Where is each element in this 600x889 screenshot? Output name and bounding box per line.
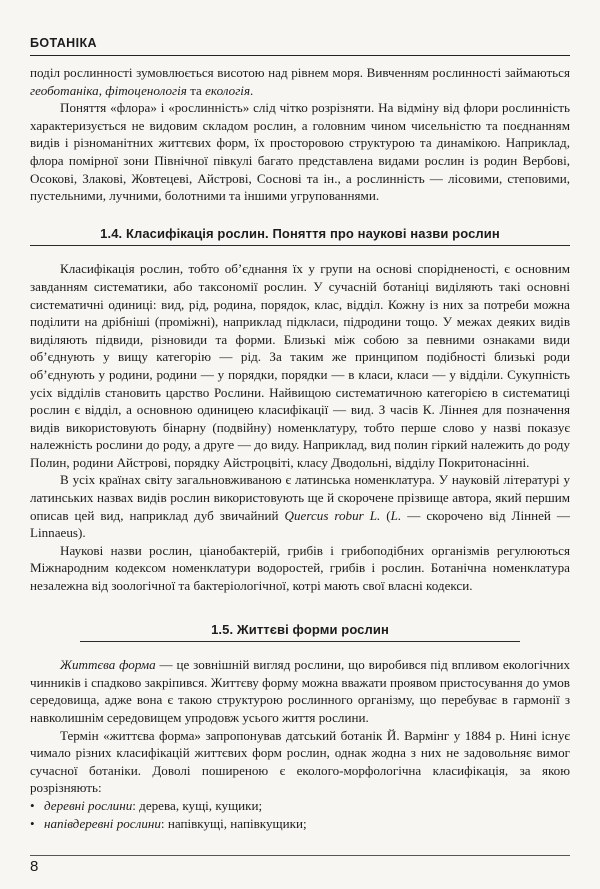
list-item: • напівдеревні рослини: напівкущі, напівкущики; xyxy=(30,815,307,831)
page-number: 8 xyxy=(30,858,39,875)
intro-paragraph-1: поділ рослинності зумовлюється висотою над рівнем моря. Вивченням рослинності займаються геоботаніка, фітоценологія та екологія. xyxy=(30,65,570,98)
section-1-5-paragraph-1: Життєва форма — це зовнішній вигляд рослини, що виробився під впливом екологічних чинників і спадково закріпився. Життєву форму можна вважати проявом пристосування до умов середовища, адже вона є такою структурою рослинного організму, що перебуває в гармонії з навколишнім середовищем упродовж усього життя рослини. xyxy=(30,657,571,725)
bullet-icon: • xyxy=(30,815,35,831)
footer-rule xyxy=(30,855,570,856)
section-1-4-paragraph-2: В усіх країнах світу загальновживаною є латинська номенклатура. У науковій літературі у латинських назвах видів рослин використовують ще й скорочене прізвище автора, який першим описав цей вид, наприклад дуб звичайний Quercus robur L. (L. — скорочено від Лінней — Linnaeus). xyxy=(30,472,570,541)
running-title: БОТАНІКА xyxy=(30,36,97,50)
list-item: • деревні рослини: дерева, кущі, кущики; xyxy=(30,797,263,813)
bullet-icon: • xyxy=(30,797,35,813)
section-1-4-paragraph-1: Класифікація рослин, тобто об’єднання їх у групи на основі спорідненості, є основним завданням систематики, або таксономії рослин. У сучасній ботаніці виділяють такі основні систематичні одиниці: вид, рід, родина, порядок, клас, відділ. Кожну із них за потреби можна поділити на дрібніші (проміжні), наприклад підкласи, підродини тощо. У межах деяких видів виділяють підвиди, різновиди та форми. Близькі між собою за певними ознаками види об’єднують у вищу категорію — рід. За таким же принципом подібності близькі роди об’єднують у родини, родини — у порядки, порядки — в класи, класи — у відділи. Сукупність усіх відділів становить царство Рослини. Найвищою систематичною категорією в систематиці рослин є відділ, а основною одиницею класифікації — вид. З часів К. Ліннея для позначення видів використовують бінарну (подвійну) номенклатуру, тобто перше слово у назві показує належність рослини до роду, а друге — до виду. Наприклад, вид полин гіркий належить до роду Полин, родини Айстрові, порядку Айстроцвіті, класу Дводольні, відділу Покритонасінні. xyxy=(30,261,570,470)
section-heading-1-5: 1.5. Життєві форми рослин xyxy=(80,621,520,643)
intro-paragraph-2: Поняття «флора» і «рослинність» слід чітко розрізняти. На відміну від флори рослинність характеризується не видовим складом рослин, а головним чином чисельністю та поєднанням видів і різноманітних життєвих форм, їх просторовою структурою та динамікою. Наприклад, флора помірної зони Північної півкулі багато представлена видами рослин із родин Вербові, Осокові, Злакові, Жовтецеві, Айстрові, Соснові та ін., а рослинність — лісовими, степовими, пустельними, лучними, болотними та іншими угрупованнями. xyxy=(30,100,570,204)
life-form-list xyxy=(30,797,570,832)
section-1-5-paragraph-2: Термін «життєва форма» запропонував датський ботанік Й. Вармінг у 1884 р. Нині існує чимало різних класифікацій життєвих форм рослин, однак жодна з них не задовольняє вимог сучасної ботаніки. Доволі поширеною є еколого-морфологічна класифікація, за якою розрізняють: xyxy=(30,727,570,796)
header-rule xyxy=(30,55,570,56)
section-1-4-paragraph-3: Наукові назви рослин, ціанобактерій, грибів і грибоподібних організмів регулюються Міжнародним кодексом номенклатури водоростей, грибів і рослин. Ботанічна номенклатура незалежна від зоологічної та бактеріологічної, котрі мають свої власні кодекси. xyxy=(30,542,570,594)
section-heading-1-4: 1.4. Класифікація рослин. Поняття про наукові назви рослин xyxy=(30,225,570,247)
page-body xyxy=(30,64,570,832)
